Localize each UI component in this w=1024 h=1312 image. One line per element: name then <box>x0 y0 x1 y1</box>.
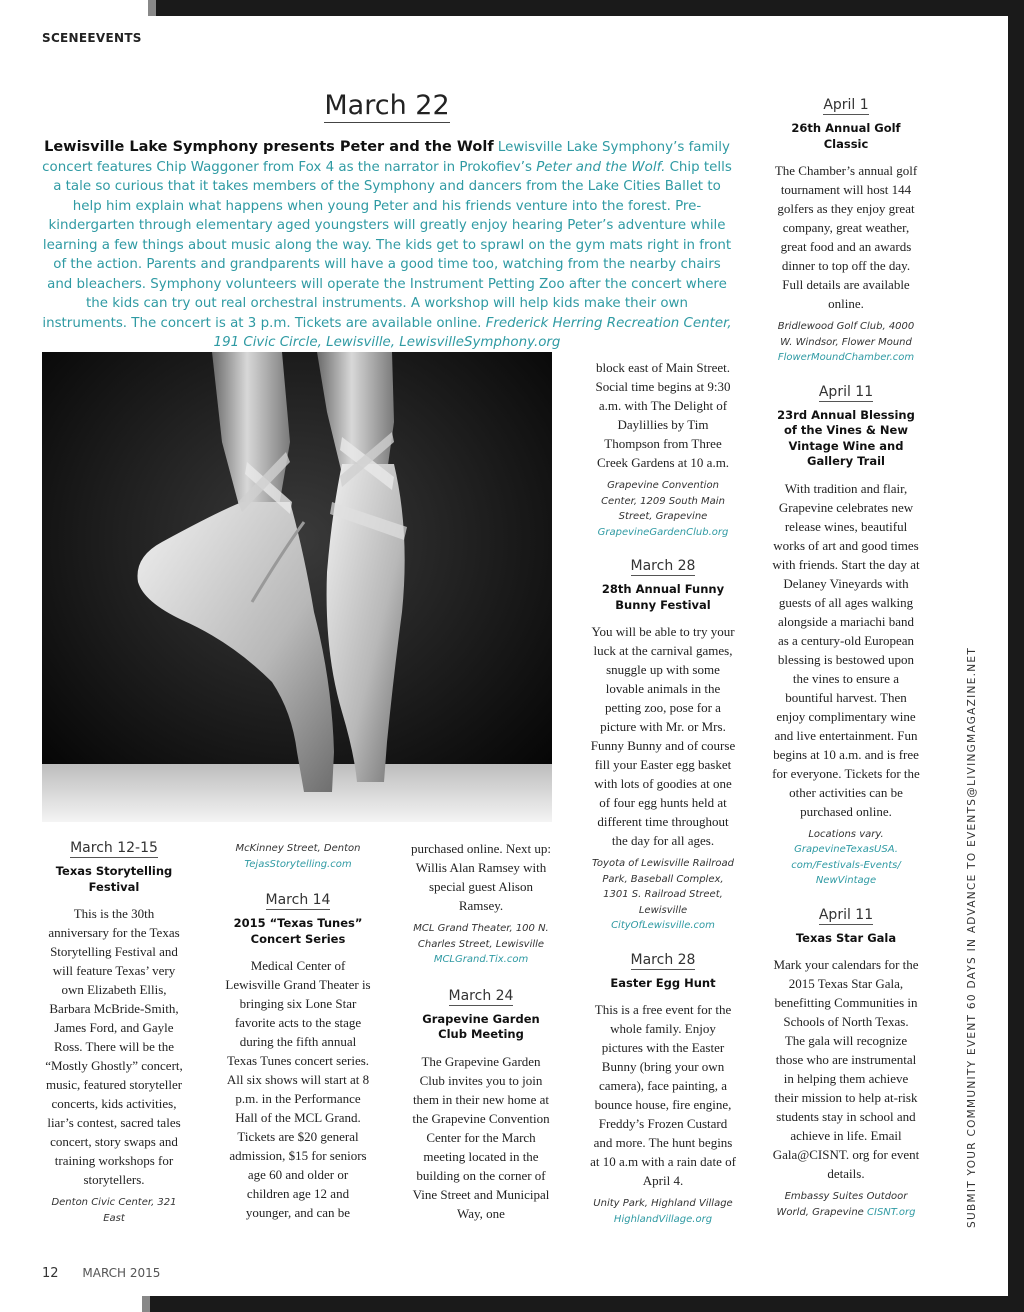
event-venue: Toyota of Lewisville Railroad Park, Baseball Complex, 1301 S. Railroad Street, Lewisville <box>592 858 734 916</box>
hero-date: March 22 <box>324 90 450 121</box>
event-link[interactable]: GrapevineGardenClub.org <box>597 526 729 538</box>
page-number: 12 <box>42 1266 59 1281</box>
event-link[interactable]: MCLGrand.Tix.com <box>433 954 529 965</box>
hero-article <box>42 138 732 353</box>
event-description: The Grapevine Garden Club invites you to join them in their new home at the Grapevine Convention Center for the March meeting located in the building on the corner of Vine Street and Municipal Way, one <box>412 1053 550 1221</box>
event-venue: MCL Grand Theater, 100 N. Charles Street, Lewisville <box>413 923 549 950</box>
event-column-2 <box>225 841 371 1222</box>
event-link[interactable]: HighlandVillage.org <box>613 1213 713 1225</box>
event-description: block east of Main Street. Social time begins at 9:30 a.m. with The Delight of Daylillies by Tim Thompson from Three Creek Gardens at 10 a.m. <box>595 360 731 470</box>
event-description: This is the 30th anniversary for the Texas Storytelling Festival and will feature Texas’ very own Elizabeth Ellis, Barbara McBride-Smith, James Ford, and Gayle Ross. There will be the “Mostly Ghostly” concert, music, featured storyteller concerts, kids activities, liar’s contest, sacred tales concert, story swaps and training workshops for storytellers. <box>45 906 183 1187</box>
event-title: Texas Star Gala <box>795 930 897 945</box>
event-description: With tradition and flair, Grapevine celebrates new release wines, beautiful works of art and good times with friends. Start the day at Delaney Vineyards with guests of all ages walking alongside a mariachi band as a century-old European blessing is bestowed upon the vines to ensure a bountiful harvest. Then enjoy complimentary wine and live entertainment. Fun begins at 10 a.m. and is free for everyone. Tickets for the other activities can be purchased online. <box>772 480 920 819</box>
event-link[interactable]: TejasStorytelling.com <box>244 858 352 870</box>
event-title: 23rd Annual Blessing of the Vines & New Vintage Wine and Gallery Trail <box>777 407 915 468</box>
event-title: 26th Annual Golf Classic <box>791 121 901 151</box>
event-description: The Chamber’s annual golf tournament will host 144 golfers as they enjoy great company, great weather, great food and an awards dinner to top off the day. Full details are available online. <box>774 163 918 311</box>
event-venue: Bridlewood Golf Club, 4000 W. Windsor, Flower Mound <box>777 321 915 348</box>
event-title: 2015 “Texas Tunes” Concert Series <box>233 916 363 946</box>
event-column-1 <box>42 840 186 1226</box>
submission-notice: SUBMIT YOUR COMMUNITY EVENT 60 DAYS IN ADVANCE TO EVENTS@LIVINGMAGAZINE.NET <box>966 646 978 1228</box>
frame-accent-top <box>148 0 156 16</box>
hero-title: Lewisville Lake Symphony presents Peter and the Wolf <box>44 139 494 155</box>
event-venue: Grapevine Convention Center, 1209 South Main Street, Grapevine <box>601 480 725 522</box>
event-column-4 <box>590 358 736 1227</box>
event-description: Mark your calendars for the 2015 Texas Star Gala, benefitting Communities in Schools of North Texas. The gala will recognize those who are instrumental in helping them achieve their mission to help at-risk students stay in school and achieve in life. Email Gala@CISNT. org for event details. <box>772 957 920 1181</box>
event-venue: McKinney Street, Denton <box>235 843 361 854</box>
event-title: Texas Storytelling Festival <box>55 864 173 894</box>
event-date: April 11 <box>818 906 874 923</box>
event-venue: Locations vary. <box>808 828 884 840</box>
hero-body: Lewisville Lake Symphony’s family concert features Chip Waggoner from Fox 4 as the narrator in Prokofiev’s <box>42 140 730 175</box>
event-description: You will be able to try your luck at the carnival games, snuggle up with some lovable animals in the petting zoo, pose for a picture with Mr. or Mrs. Funny Bunny and of course fill your Easter egg basket with lots of goodies at one of four egg hunts held at different time throughout the day for all ages. <box>590 624 736 848</box>
frame-accent-bottom <box>142 1296 150 1312</box>
event-link[interactable]: FlowerMoundChamber.com <box>777 352 915 363</box>
event-venue: Embassy Suites Outdoor World, Grapevine CISNT.org <box>776 1191 916 1218</box>
hero-body-cont: Chip tells a tale so curious that it takes members of the Symphony and dancers from the Lake Cities Ballet to help him explain what happens when young Peter and his friends venture into the forest. Pre-kindergarten through elementary aged youngsters will greatly enjoy hearing Peter’s adventure while learning a few things about music along the way. The kids get to sprawl on the gym mats right in front of the action. Parents and grandparents will have a good time too, watching from the nearby chairs and bleachers. Symphony volunteers will operate the Instrument Petting Zoo after the concert where the kids can try out real orchestral instruments. A workshop will help kids make their own instruments. The concert is at 3 p.m. Tickets are available online. <box>42 159 732 331</box>
ballet-pointe-shoes-photo <box>42 352 552 822</box>
event-date: March 28 <box>630 558 696 574</box>
event-link[interactable]: CityOfLewisville.com <box>611 920 715 931</box>
section-label: SCENEEVENTS <box>42 31 142 45</box>
event-link[interactable]: GrapevineTexasUSA. com/Festivals-Events/ NewVintage <box>791 844 901 886</box>
event-date: April 11 <box>818 383 874 400</box>
event-venue: Denton Civic Center, 321 East <box>51 1197 177 1224</box>
event-link[interactable]: CISNT.org <box>867 1206 916 1218</box>
frame-bar-right <box>1008 0 1024 1312</box>
event-date: March 28 <box>630 951 696 968</box>
hero-work-title: Peter and the Wolf. <box>536 159 666 175</box>
event-title: Grapevine Garden Club Meeting <box>422 1011 540 1041</box>
event-title: Easter Egg Hunt <box>610 975 716 990</box>
event-title: 28th Annual Funny Bunny Festival <box>601 582 725 612</box>
event-description: This is a free event for the whole family. Enjoy pictures with the Easter Bunny (bring your own camera), face painting, a bounce house, fire engine, Freddy’s Frozen Custard and more. The hunt begins at 10 a.m with a rain date of April 4. <box>590 1002 736 1188</box>
issue-date: MARCH 2015 <box>82 1266 161 1280</box>
page-footer <box>42 1266 160 1281</box>
pointe-shoes-illustration <box>42 352 552 822</box>
event-venue: Unity Park, Highland Village <box>593 1198 733 1209</box>
event-description: Medical Center of Lewisville Grand Theater is bringing six Lone Star favorite acts to the stage during the fifth annual Texas Tunes concert series. All six shows will start at 8 p.m. in the Performance Hall of the MCL Grand. Tickets are $20 general admission, $15 for seniors age 60 and older or children age 12 and younger, and can be <box>225 958 371 1220</box>
event-date: March 14 <box>265 892 331 908</box>
event-date: April 1 <box>823 97 869 113</box>
frame-bar-top <box>156 0 1024 16</box>
event-column-3 <box>408 839 554 1223</box>
frame-bar-bottom <box>150 1296 1024 1312</box>
event-column-5 <box>772 97 920 1220</box>
event-description: purchased online. Next up: Willis Alan Ramsey with special guest Alison Ramsey. <box>410 841 552 913</box>
hero-venue: Frederick Herring Recreation Center, 191 Civic Circle, Lewisville, LewisvilleSymphony.org <box>213 315 732 350</box>
event-date: March 12-15 <box>70 840 158 856</box>
event-date: March 24 <box>448 987 514 1004</box>
